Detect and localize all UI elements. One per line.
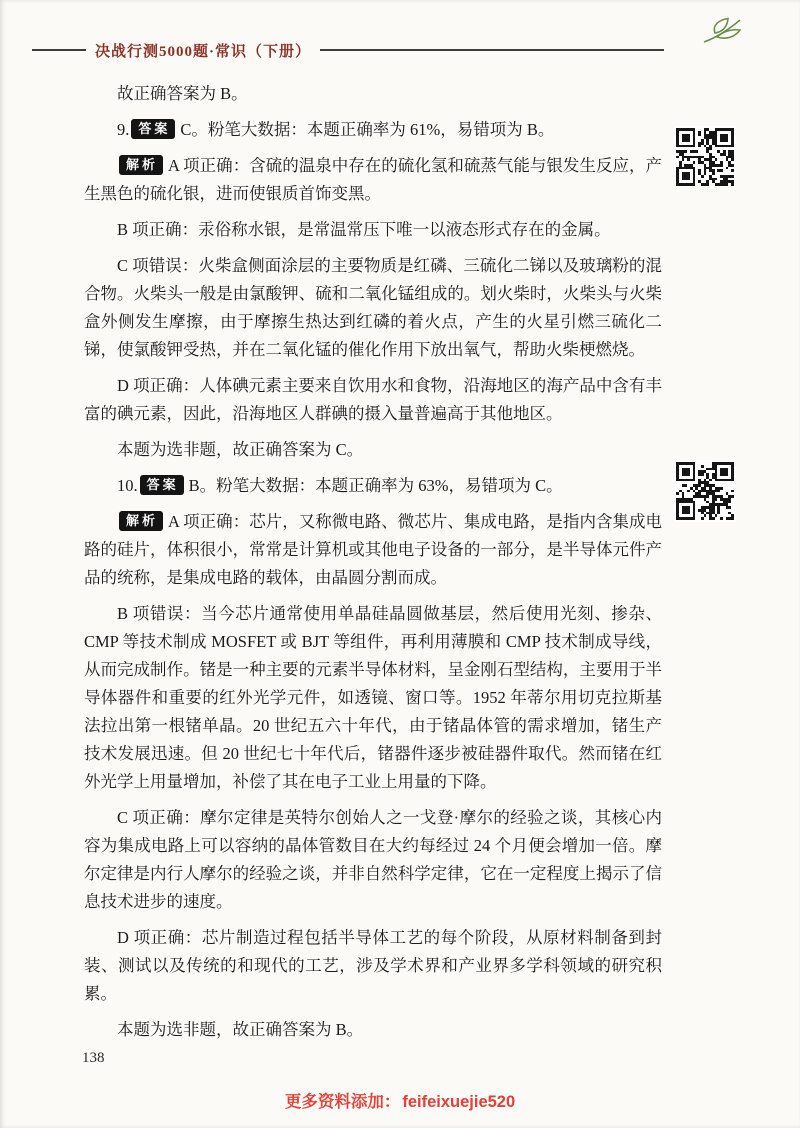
text-run: C。粉笔大数据：本题正确率为 61%，易错项为 B。 <box>180 120 555 139</box>
text-run: 9. <box>117 120 130 139</box>
promo-id: feifeixuejie520 <box>402 1093 516 1111</box>
qr-code-question-9 <box>676 128 734 186</box>
text-run: A 项正确：芯片，又称微电路、微芯片、集成电路，是指内含集成电路的硅片，体积很小，常常是计算机或其他电子设备的一部分，是半导体元件产品的统称，是集成电路的载体，由晶圆分割而成。 <box>84 512 662 587</box>
promo-line <box>0 1088 800 1112</box>
qr-code-question-10 <box>676 462 734 520</box>
content-area <box>84 80 662 1052</box>
paragraph <box>84 252 662 364</box>
paragraph <box>84 80 662 108</box>
text-run: C 项错误：火柴盒侧面涂层的主要物质是红磷、三硫化二锑以及玻璃粉的混合物。火柴头一般是由氯酸钾、硫和二氧化锰组成的。划火柴时，火柴头与火柴盒外侧发生摩擦，由于摩擦生热达到红磷的着火点，产生的火星引燃三硫化二锑，使氯酸钾受热，并在二氧化锰的催化作用下放出氧气，帮助火柴梗燃烧。 <box>84 256 662 359</box>
paragraph <box>84 116 662 144</box>
paragraph <box>84 436 662 464</box>
page-number: 138 <box>82 1050 105 1066</box>
promo-prefix: 更多资料添加： <box>284 1093 401 1111</box>
header-rule-right <box>320 49 664 51</box>
paragraph <box>84 508 662 592</box>
label-badge: 解析 <box>119 155 163 175</box>
text-run: B 项正确：汞俗称水银，是常温常压下唯一以液态形式存在的金属。 <box>117 220 611 239</box>
label-badge: 答案 <box>140 475 184 495</box>
label-badge: 答案 <box>131 119 175 139</box>
text-run: 故正确答案为 B。 <box>117 84 248 103</box>
text-run: D 项正确：芯片制造过程包括半导体工艺的每个阶段，从原材料制备到封装、测试以及传统的和现代的工艺，涉及学术界和产业界多学科领域的研究积累。 <box>84 928 662 1003</box>
text-run: B 项错误：当今芯片通常使用单晶硅晶圆做基层，然后使用光刻、掺杂、CMP 等技术制成 MOSFET 或 BJT 等组件，再利用薄膜和 CMP 技术制成导线，从而完成制作。锗是一种主要的元素半导体材料，呈金刚石型结构，主要用于半导体器件和重要的红外光学元件，如透镜、窗口等。1952 年蒂尔用切克拉斯基法拉出第一根锗单晶。20 世纪五六十年代，由于锗晶体管的需求增加，锗生产技术发展迅速。但 20 世纪七十年代后，锗器件逐步被硅器件取代。然而锗在红外光学上用量增加，补偿了其在电子工业上用量的下降。 <box>84 604 662 791</box>
text-run: D 项正确：人体碘元素主要来自饮用水和食物，沿海地区的海产品中含有丰富的碘元素，因此，沿海地区人群碘的摄入量普遍高于其他地区。 <box>84 376 662 423</box>
paragraph <box>84 804 662 916</box>
label-badge: 解析 <box>119 511 163 531</box>
text-run: 本题为选非题，故正确答案为 C。 <box>117 440 364 459</box>
paragraph <box>84 1016 662 1044</box>
header-rule-left <box>32 49 86 51</box>
paragraph <box>84 472 662 500</box>
paragraph <box>84 372 662 428</box>
paragraph <box>84 924 662 1008</box>
text-run: 10. <box>117 476 138 495</box>
text-run: C 项正确：摩尔定律是英特尔创始人之一戈登·摩尔的经验之谈，其核心内容为集成电路上可以容纳的晶体管数目在大约每经过 24 个月便会增加一倍。摩尔定律是内行人摩尔的经验之谈，并非自然科学定律，它在一定程度上揭示了信息技术进步的速度。 <box>84 808 662 911</box>
book-title: 决战行测5000题·常识（下册） <box>95 43 312 60</box>
leaf-icon <box>700 16 744 46</box>
paragraph <box>84 216 662 244</box>
paragraph <box>84 600 662 796</box>
paragraph <box>84 152 662 208</box>
text-run: 本题为选非题，故正确答案为 B。 <box>117 1020 364 1039</box>
text-run: A 项正确：含硫的温泉中存在的硫化氢和硫蒸气能与银发生反应，产生黑色的硫化银，进而使银质首饰变黑。 <box>84 156 662 203</box>
text-run: B。粉笔大数据：本题正确率为 63%，易错项为 C。 <box>188 476 563 495</box>
page-header <box>32 40 664 60</box>
